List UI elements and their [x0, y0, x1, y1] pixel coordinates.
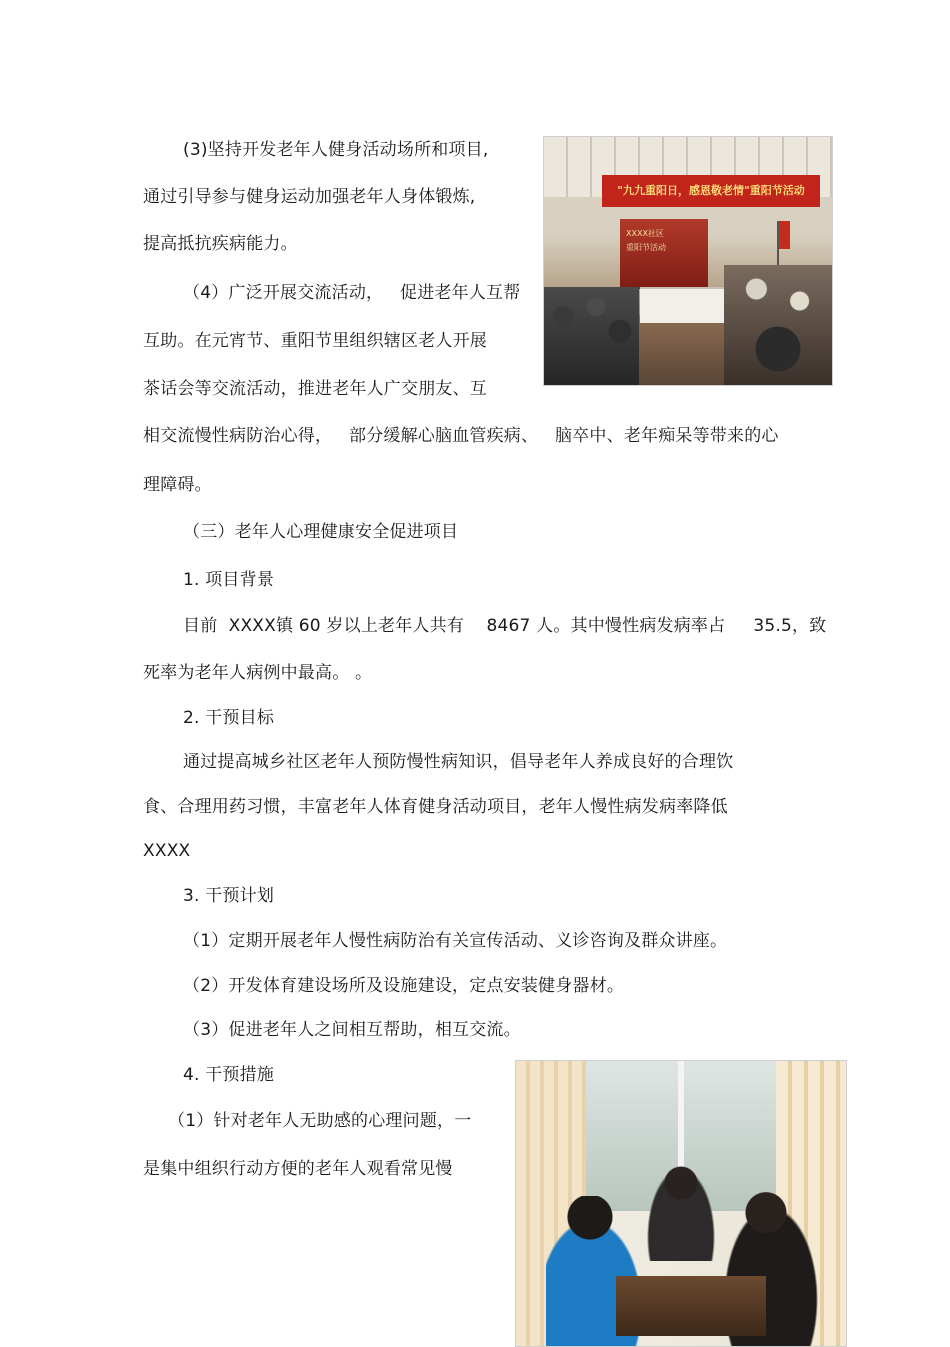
- photo-banner: "九九重阳日，感恩敬老情"重阳节活动: [602, 175, 820, 207]
- consultation-photo: [515, 1060, 847, 1347]
- flag: [778, 221, 790, 249]
- paragraph-line: (3)坚持开发老年人健身活动场所和项目,: [183, 140, 489, 160]
- subsection-heading: 4. 干预措施: [183, 1065, 275, 1085]
- subsection-heading: 2. 干预目标: [183, 708, 275, 728]
- screen-text: XXXX社区: [626, 229, 664, 238]
- list-item: （1）定期开展老年人慢性病防治有关宣传活动、义诊咨询及群众讲座。: [183, 931, 728, 951]
- paragraph-line: 提高抵抗疾病能力。: [143, 234, 298, 254]
- paragraph-line: 目前 XXXX镇 60 岁以上老年人共有 8467 人。其中慢性病发病率占 35.5，致: [183, 616, 827, 636]
- screen-text: 重阳节活动: [626, 243, 666, 252]
- audience-left: [544, 287, 639, 385]
- projection-screen: [620, 219, 708, 289]
- paragraph-line: （1）针对老年人无助感的心理问题，一: [168, 1111, 472, 1131]
- person-middle: [646, 1166, 716, 1261]
- paragraph-line: 是集中组织行动方便的老年人观看常见慢: [143, 1159, 453, 1179]
- audience-right: [724, 265, 832, 385]
- section-heading: （三）老年人心理健康安全促进项目: [183, 522, 459, 542]
- meeting-hall-photo: [543, 136, 833, 386]
- speaker-table: [640, 287, 735, 323]
- table: [616, 1276, 766, 1336]
- paragraph-line: 通过提高城乡社区老年人预防慢性病知识，倡导老年人养成良好的合理饮: [183, 752, 734, 772]
- subsection-heading: 1. 项目背景: [183, 570, 275, 590]
- paragraph-line: 茶话会等交流活动，推进老年人广交朋友、互: [143, 379, 487, 399]
- paragraph-line: 死率为老年人病例中最高。 。: [143, 663, 373, 683]
- paragraph-line: 通过引导参与健身运动加强老年人身体锻炼,: [143, 187, 476, 207]
- paragraph-line: 相交流慢性病防治心得， 部分缓解心脑血管疾病、 脑卒中、老年痴呆等带来的心: [143, 426, 779, 446]
- subsection-heading: 3. 干预计划: [183, 886, 275, 906]
- paragraph-line: XXXX: [143, 841, 191, 861]
- paragraph-line: 食、合理用药习惯，丰富老年人体育健身活动项目，老年人慢性病发病率降低: [143, 797, 728, 817]
- list-item: （3）促进老年人之间相互帮助，相互交流。: [183, 1020, 521, 1040]
- paragraph-line: （4）广泛开展交流活动， 促进老年人互帮: [183, 283, 521, 303]
- paragraph-line: 互助。在元宵节、重阳节里组织辖区老人开展: [143, 331, 487, 351]
- paragraph-line: 理障碍。: [143, 475, 212, 495]
- list-item: （2）开发体育建设场所及设施建设，定点安装健身器材。: [183, 976, 625, 996]
